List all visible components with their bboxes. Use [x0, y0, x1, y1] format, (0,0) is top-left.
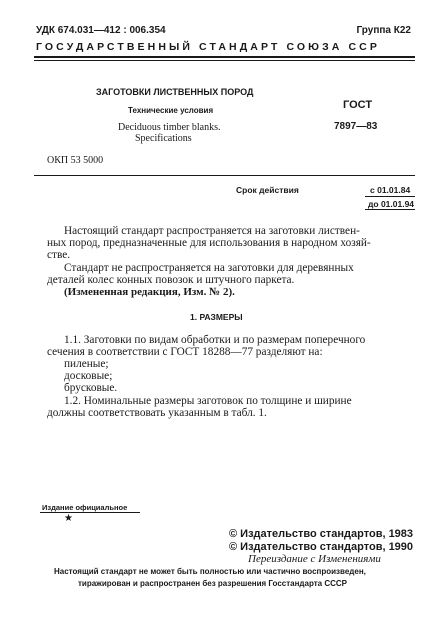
intro-line-4: Стандарт не распространяется на заготовки для деревянных: [64, 262, 354, 274]
okp-code: ОКП 53 5000: [47, 155, 104, 166]
intro-line-3: стве.: [47, 249, 71, 261]
validity-divider: [365, 196, 415, 197]
amendment-note: (Измененная редакция, Изм. № 2).: [64, 286, 235, 298]
validity-to: до 01.01.94: [368, 199, 415, 209]
section-line-3: пиленые;: [64, 358, 109, 370]
validity-underline: [365, 209, 415, 210]
official-edition-rule: [40, 512, 140, 513]
section-line-6: 1.2. Номинальные размеры заготовок по толщине и ширине: [64, 395, 352, 407]
top-rule-thin: [34, 60, 415, 61]
english-title-line1: Deciduous timber blanks.: [118, 122, 221, 133]
section-line-5: брусковые.: [64, 382, 118, 394]
section-line-1: 1.1. Заготовки по видам обработки и по размерам поперечного: [64, 334, 366, 346]
state-standard-banner: ГОСУДАРСТВЕННЫЙ СТАНДАРТ СОЮЗА ССР: [36, 41, 380, 53]
document-subtitle: Технические условия: [128, 106, 214, 115]
group-code: Группа К22: [356, 25, 411, 36]
english-title-line2: Specifications: [135, 133, 192, 144]
section-line-4: досковые;: [64, 370, 113, 382]
intro-line-2: ных пород, предназначенные для использования в народном хозяй-: [47, 237, 371, 249]
gost-number: 7897—83: [334, 121, 378, 132]
udk-code: УДК 674.031—412 : 006.354: [36, 25, 166, 36]
validity-from: с 01.01.84: [370, 185, 411, 195]
gost-label: ГОСТ: [343, 99, 373, 111]
reprint-note: Переиздание с Изменениями: [248, 553, 381, 565]
reproduction-notice-line1: Настоящий стандарт не может быть полностью или частично воспроизведен,: [54, 567, 366, 576]
section-line-7: должны соответствовать указанным в табл. 1.: [47, 407, 267, 419]
intro-line-5: деталей колес конных повозок и штучного паркета.: [47, 274, 295, 286]
intro-line-1: Настоящий стандарт распространяется на заготовки листвен-: [64, 225, 360, 237]
copyright-1983: © Издательство стандартов, 1983: [229, 528, 414, 540]
star-icon: ★: [64, 513, 73, 524]
section-heading: 1. РАЗМЕРЫ: [190, 312, 243, 322]
copyright-1990: © Издательство стандартов, 1990: [229, 541, 414, 553]
reproduction-notice-line2: тиражирован и распространен без разрешения Госстандарта СССР: [78, 579, 347, 588]
top-rule-thick: [34, 56, 415, 58]
official-edition-label: Издание официальное: [42, 503, 128, 512]
validity-label: Срок действия: [236, 185, 299, 195]
section-line-2: сечения в соответствии с ГОСТ 18288—77 разделяют на:: [47, 346, 323, 358]
document-title: ЗАГОТОВКИ ЛИСТВЕННЫХ ПОРОД: [96, 87, 254, 97]
okp-rule: [34, 175, 415, 176]
